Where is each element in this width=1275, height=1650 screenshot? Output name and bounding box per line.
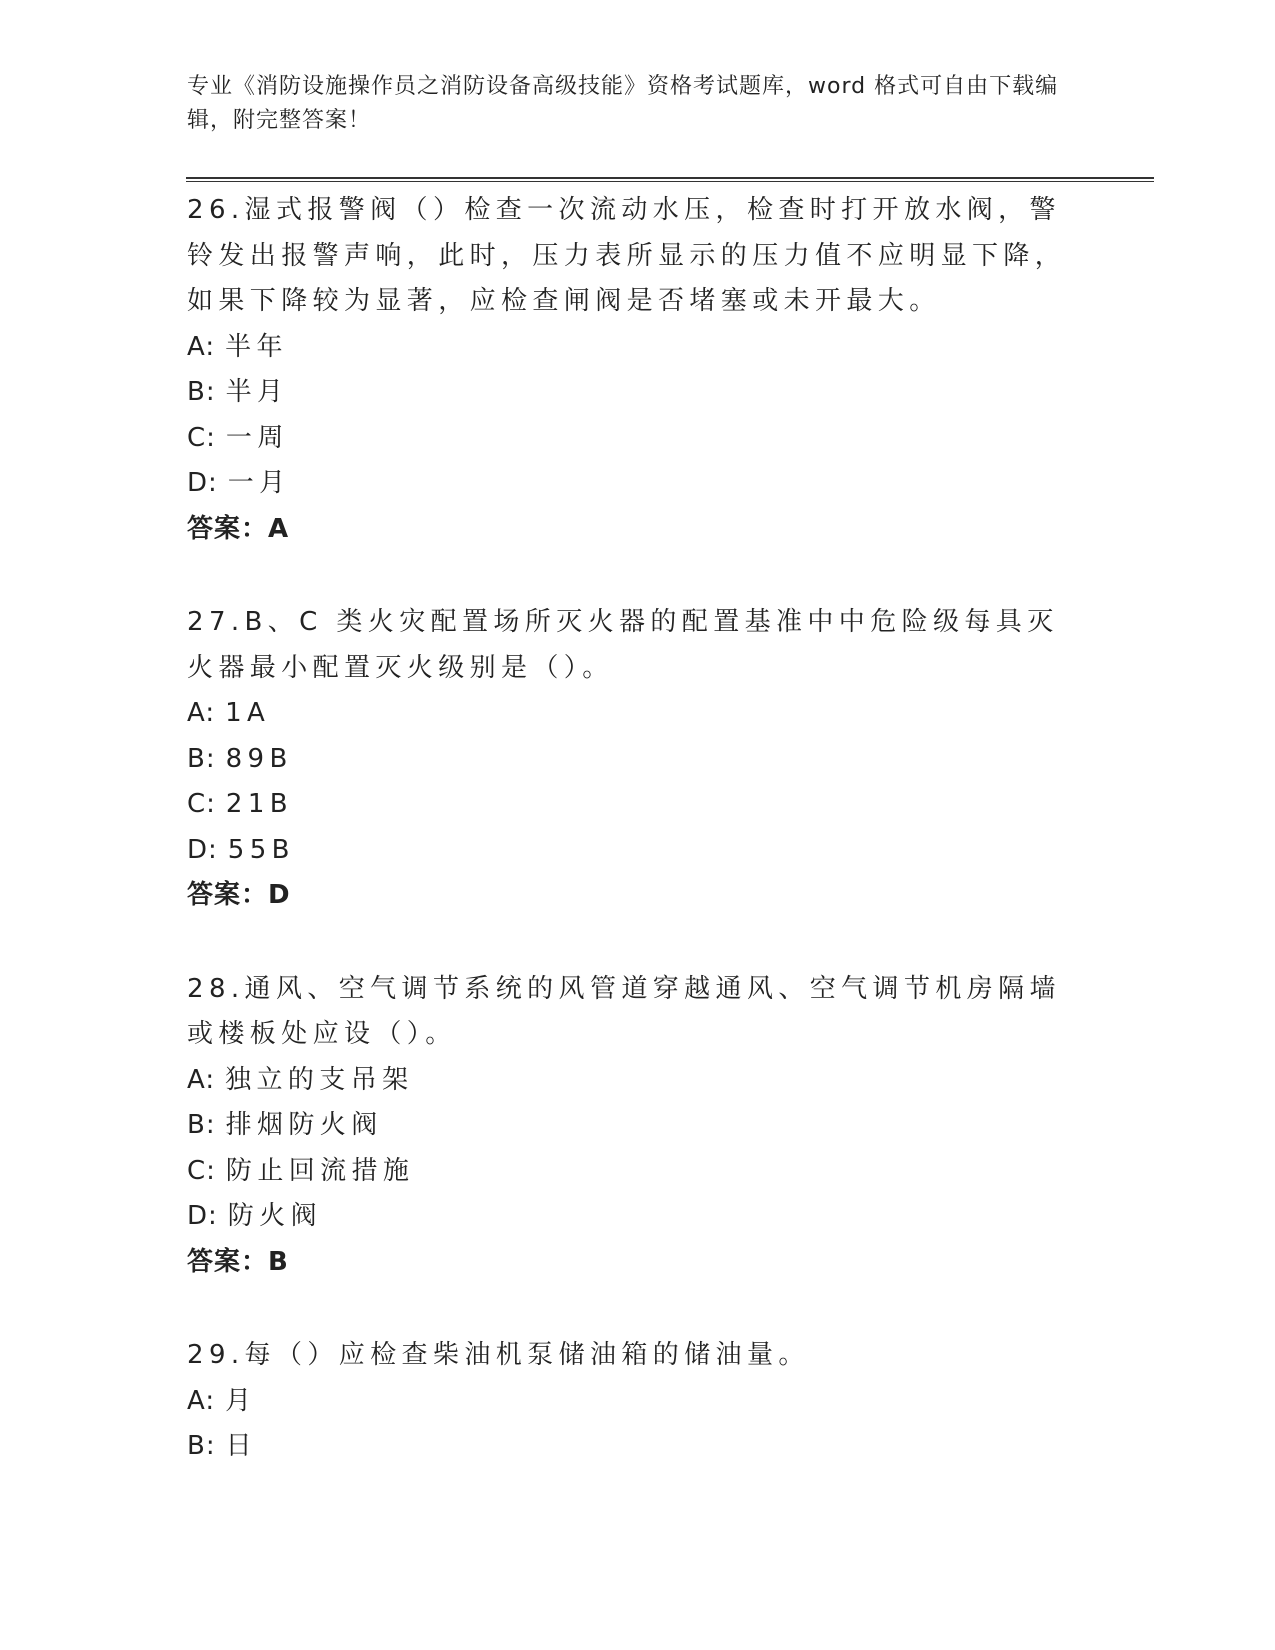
option-label: C: <box>187 789 216 819</box>
option-text: 排烟防火阀 <box>225 1110 383 1140</box>
option-label: B: <box>187 1110 216 1140</box>
option-label: B: <box>187 743 216 774</box>
option-text: 半年 <box>225 331 288 362</box>
question-27 <box>187 600 1087 919</box>
question-stem: 28.通风、空气调节系统的风管道穿越通风、空气调节机房隔墙或楼板处应设（）。 <box>187 973 1061 1049</box>
option-d <box>187 1194 1087 1240</box>
question-28 <box>187 967 1087 1286</box>
question-stem: 26.湿式报警阀（）检查一次流动水压，检查时打开放水阀，警铃发出报警声响，此时，压力表所显示的压力值不应明显下降，如果下降较为显著，应检查闸阀是否堵塞或未开最大。 <box>187 195 1067 316</box>
option-c <box>187 782 1087 828</box>
question-29 <box>187 1333 1087 1470</box>
option-b <box>187 1103 1087 1149</box>
option-text: 89B <box>225 743 293 774</box>
option-a <box>187 1379 1087 1425</box>
option-text: 1A <box>225 698 271 728</box>
option-label: A: <box>187 1064 216 1095</box>
option-label: C: <box>187 422 216 453</box>
option-a <box>187 691 1087 737</box>
option-b <box>187 737 1087 783</box>
option-text: 一月 <box>227 468 291 498</box>
option-label: D: <box>187 468 218 498</box>
document-intro: 专业《消防设施操作员之消防设备高级技能》资格考试题库，word 格式可自由下载编辑，附完整答案！ <box>187 74 1059 133</box>
option-text: 防止回流措施 <box>225 1155 415 1186</box>
option-d <box>187 828 1087 874</box>
option-text: 日 <box>225 1431 258 1461</box>
option-label: A: <box>187 331 216 362</box>
option-text: 一周 <box>225 422 289 453</box>
option-label: B: <box>187 377 216 407</box>
question-stem: 29.每（）应检查柴油机泵储油箱的储油量。 <box>187 1340 810 1370</box>
option-text: 独立的支吊架 <box>225 1064 414 1095</box>
option-label: B: <box>187 1431 216 1461</box>
option-label: D: <box>187 834 218 865</box>
header-divider <box>186 177 1154 182</box>
question-list <box>187 188 1087 1518</box>
option-label: C: <box>187 1155 216 1186</box>
option-c <box>187 1149 1087 1195</box>
option-text: 月 <box>225 1385 257 1416</box>
option-label: D: <box>187 1201 218 1231</box>
option-label: A: <box>187 698 216 728</box>
option-c <box>187 416 1087 462</box>
question-stem: 27.B、C 类火灾配置场所灭火器的配置基准中中危险级每具灭火器最小配置灭火级别是（）。 <box>187 607 1059 683</box>
option-text: 防火阀 <box>227 1201 322 1231</box>
option-b <box>187 1424 1087 1470</box>
option-a <box>187 325 1087 371</box>
question-26 <box>187 188 1087 552</box>
option-text: 21B <box>225 789 294 819</box>
option-d <box>187 461 1087 507</box>
option-label: A: <box>187 1385 216 1416</box>
option-a <box>187 1058 1087 1104</box>
option-text: 半月 <box>225 377 289 407</box>
answer-line: 答案：A <box>187 513 290 544</box>
answer-line: 答案：D <box>187 880 291 910</box>
answer-line: 答案：B <box>187 1246 289 1277</box>
option-text: 55B <box>227 834 295 865</box>
option-b <box>187 370 1087 416</box>
